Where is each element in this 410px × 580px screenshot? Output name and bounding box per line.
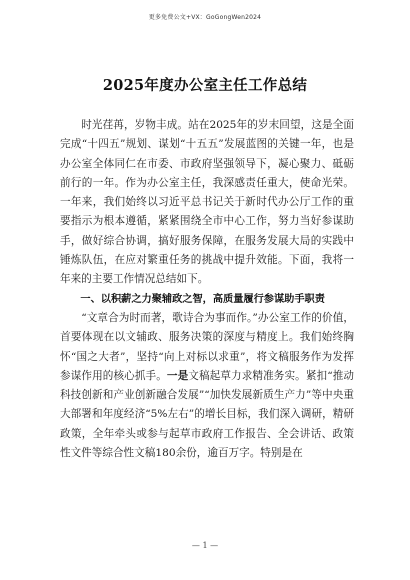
page-number: — 1 — bbox=[191, 541, 219, 550]
paragraph-2-lead: “文章合为时而著，歌诗合为事而作。”办公室工作的价值，首要体现在以文辅政、服务决策的深度与精度上。我们始终胸怀“国之大者”，坚持“向上对标以求重”，将文稿服务作为发挥参谋作用的核心抓手。 bbox=[60, 311, 354, 382]
header-note: 更多免费公文+VX：GoGongWen2024 bbox=[148, 14, 262, 21]
section-heading-1: 一、以积薪之力聚辅政之智，高质量履行参谋助手职责 bbox=[80, 293, 325, 305]
paragraph-2-emphasis: 一是 bbox=[166, 369, 189, 382]
paragraph-2 bbox=[60, 309, 354, 463]
paragraph-2-rest: 文稿起草力求精准务实。紧扣“推动科技创新和产业创新融合发展”“加快发展新质生产力”等中央重大部署和年度经济“5%左右”的增长目标，我们深入调研，精研政策，全年牵头或参与起草市政府工作报告、全会讲话、政策性文件等综合性文稿180余份，逾百万字。特别是在 bbox=[60, 369, 355, 460]
document-body bbox=[60, 116, 354, 463]
document-title: 2025年度办公室主任工作总结 bbox=[102, 77, 308, 94]
intro-paragraph: 时光荏苒，岁物丰成。站在2025年的岁末回望，这是全面完成“十四五”规划、谋划“十五五”发展蓝图的关键一年，也是办公室全体同仁在市委、市政府坚强领导下，凝心聚力、砥砺前行的一年。作为办公室主任，我深感责任重大，使命光荣。一年来，我们始终以习近平总书记关于新时代办公厅工作的重要指示为根本遵循，紧紧围绕全市中心工作，努力当好参谋助手，做好综合协调，搞好服务保障，在服务发展大局的实践中锤炼队伍，在应对繁重任务的挑战中提升效能。下面，我将一年来的主要工作情况总结如下。 bbox=[60, 119, 354, 286]
